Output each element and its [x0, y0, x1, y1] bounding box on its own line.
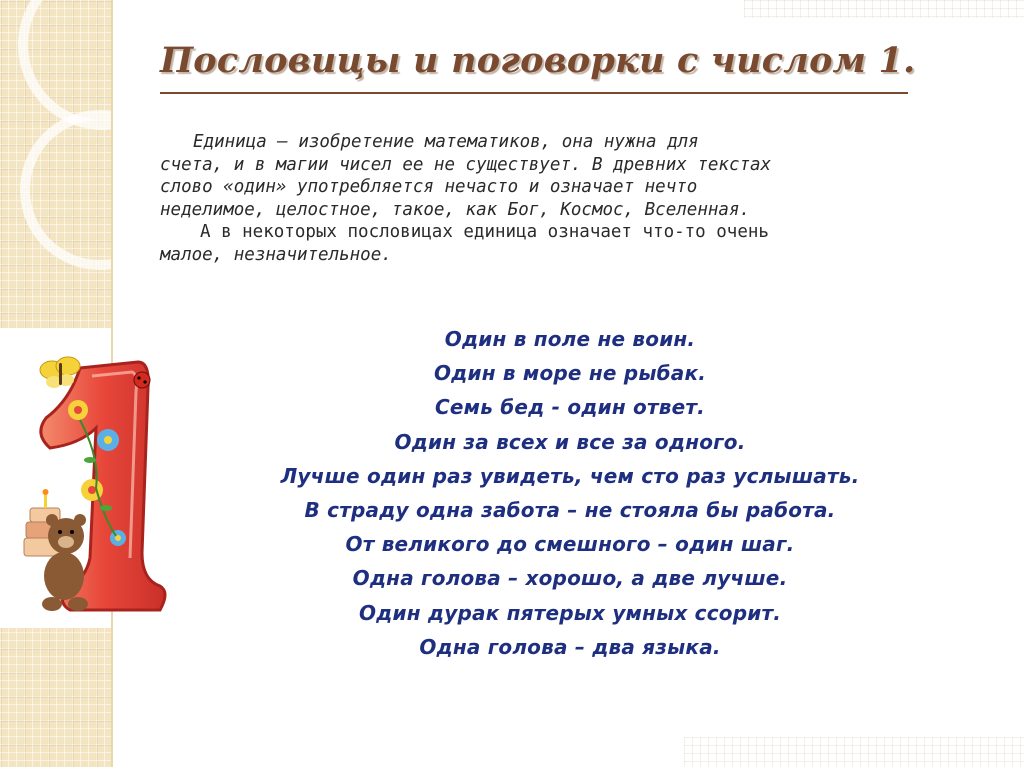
proverb-item: В страду одна забота – не стояла бы работа. — [304, 498, 836, 523]
proverb-list — [170, 322, 970, 664]
proverb-item: Одна голова – два языка. — [419, 634, 721, 659]
top-right-pattern — [744, 0, 1024, 18]
intro-line: Единица – изобретение математиков, она нужна для — [193, 132, 699, 152]
title-underline — [160, 92, 908, 94]
bottom-right-pattern — [684, 737, 1024, 767]
intro-line: слово «один» употребляется нечасто и означает нечто — [160, 177, 698, 197]
flower-icon — [110, 530, 126, 546]
page-title: Пословицы и поговорки с числом 1. — [160, 40, 916, 81]
intro-line: неделимое, целостное, такое, как Бог, Космос, Вселенная. — [160, 199, 751, 220]
proverb-item: Один в поле не воин. — [444, 327, 696, 351]
intro-paragraph — [160, 131, 980, 266]
proverb-item: Один за всех и все за одного. — [394, 429, 746, 454]
proverb-item: Один дурак пятерых умных ссорит. — [358, 600, 782, 625]
proverb-item: От великого до смешного – один шаг. — [345, 532, 795, 557]
decorative-ring — [20, 110, 112, 270]
proverb-item: Семь бед - один ответ. — [435, 395, 705, 420]
flower-icon — [68, 400, 88, 420]
flower-icon — [97, 429, 119, 451]
intro-line: А в некоторых пословицах единица означает что-то очень — [200, 222, 769, 242]
ladybug-icon — [134, 372, 150, 388]
proverb-item: Одна голова – хорошо, а две лучше. — [352, 566, 788, 591]
intro-line: счета, и в магии чисел ее не существует. В древних текстах — [160, 154, 772, 175]
number-one-illustration-icon — [20, 348, 175, 623]
intro-line: малое, незначительное. — [160, 244, 392, 265]
proverb-item: Один в море не рыбак. — [433, 361, 707, 386]
proverb-item: Лучше один раз увидеть, чем сто раз услышать. — [280, 463, 860, 488]
